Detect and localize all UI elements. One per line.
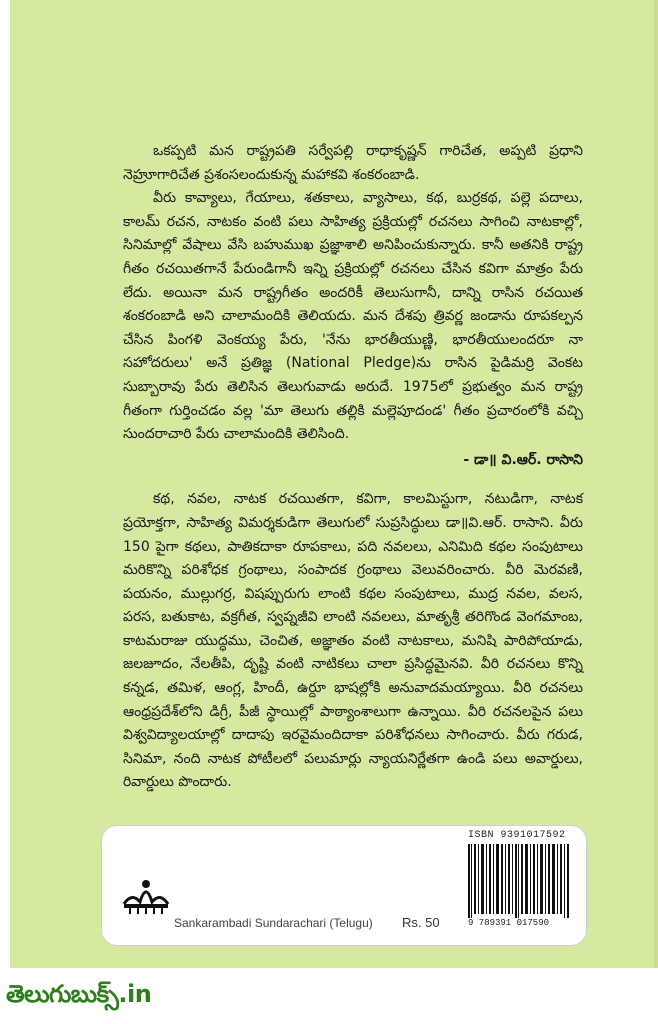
barcode-icon (468, 844, 570, 918)
site-watermark: తెలుగుబుక్స్.in (6, 980, 152, 1008)
book-title: Sankarambadi Sundarachari (Telugu) (174, 916, 373, 930)
author-signature: - డా॥ వి.ఆర్. రాసాని (463, 451, 583, 468)
price: Rs. 50 (402, 915, 440, 930)
publisher-logo-icon (118, 874, 174, 918)
blurb-text (123, 140, 583, 795)
paragraph-about-sankarambadi: వీరు కావ్యాలు, గేయాలు, శతకాలు, వ్యాసాలు, కథ, బుర్రకథ, పల్లె పదాలు, కాలమ్ రచన, నాటకం వంటి పలు సాహిత్య ప్రక్రియల్లో రచనలు సాగించి నాటకాల్లో, సినిమాల్లో వేషాలు వేసి బహుముఖ ప్రజ్ఞాశాలి అనిపించుకున్నారు. కానీ అతనికి రాష్ట్ర గీతం రచయితగానే పేరుండిగానీ ఇన్ని ప్రక్రియల్లో రచనలు చేసిన కవిగా మాత్రం పేరు లేదు. అయినా మన రాష్ట్రగీతం అందరికీ తెలుసుగానీ, దాన్ని రాసిన రచయిత శంకరంబాడి అని చాలామందికి తెలియదు. మన దేశపు త్రివర్ణ జండాను రూపకల్పన చేసిన పింగళి వెంకయ్య పేరు, 'నేను భారతీయుణ్ణి, భారతీయులందరూ నా సహోదరులు' అనే ప్రతిజ్ఞ (National Pledge)ను రాసిన పైడిమర్రి వెంకట సుబ్బారావు పేరు తెలిసిన తెలుగువాడు అరుదే. 1975లో ప్రభుత్వం మన రాష్ట్ర గీతంగా గుర్తించడం వల్ల 'మా తెలుగు తల్లికి మల్లెపూదండ' గీతం ప్రచారంలోకి వచ్చి సుందరాచారి పేరు చాలామందికి తెలిసింది. (123, 190, 583, 443)
barcode-number: 9 789391 017590 (468, 918, 550, 928)
paragraph-about-rasani: కథ, నవల, నాటక రచయితగా, కవిగా, కాలమిస్టుగా, నటుడిగా, నాటక ప్రయోక్తగా, సాహిత్య విమర్శకుడిగా తెలుగులో సుప్రసిద్ధులు డా॥వి.ఆర్. రాసాని. వీరు 150 పైగా కథలు, పాతికదాకా రూపకాలు, పది నవలలు, ఎనిమిది కథల సంపుటాలు మరికొన్ని పరిశోధక గ్రంథాలు, సంపాదక గ్రంథాలు వెలువరించారు. వీరి మెరవణి, పయనం, ముల్లుగర్ర, విషప్పురుగు లాంటి కథల సంపుటాలు, ముద్ర నవల, వలస, పరస, బతుకాట, వక్రగీత, స్వప్నజీవి లాంటి నవలలు, మాతృశ్రీ తరిగొండ వెంగమాంబ, కాటమరాజు యుద్ధము, చెంచిత, అజ్ఞాతం వంటి నాటకాలు, మనిషి పారిపోయాడు, జలజూదం, నేలతీపి, దృష్టి వంటి నాటికలు చాలా ప్రసిద్ధమైనవి. వీరి రచనలు కొన్ని కన్నడ, తమిళ, ఆంగ్ల, హిందీ, ఉర్దూ భాషల్లోకి అనువాదమయ్యాయి. వీరి రచనలు ఆంధ్రప్రదేశ్‌లోని డిగ్రీ, పీజీ స్థాయిల్లో పాఠ్యాంశాలుగా ఉన్నాయి. వీరి రచనలపైన పలు విశ్వవిద్యాలయాల్లో దాదాపు ఇరవైమందిదాకా పరిశోధనలు సాగించారు. వీరు గరుడ, సినిమా, నంది నాటక పోటీలలో పలుమార్లు న్యాయనిర్ణేతగా ఉండి పలు అవార్డులు, రివార్డులు పొందారు. (123, 491, 583, 791)
paragraph-intro: ఒకప్పటి మన రాష్ట్రపతి సర్వేపల్లి రాధాకృష్ణన్ గారిచేత, అప్పటి ప్రధాని నెహ్రూగారిచేత ప్రశంసలందుకున్న మహాకవి శంకరంబాడి. (123, 143, 583, 183)
isbn: ISBN 9391017592 (468, 830, 566, 841)
cover-edge (654, 0, 658, 968)
book-info-label (101, 825, 587, 946)
